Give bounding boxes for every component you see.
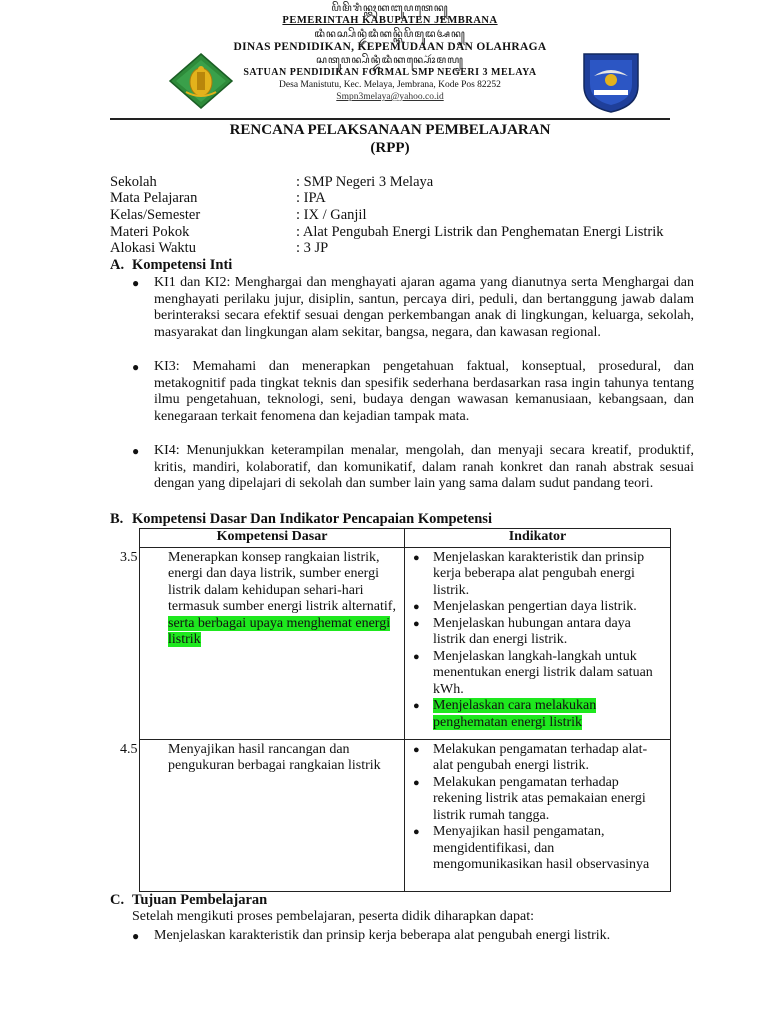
identity-label: Kelas/Semester	[110, 207, 201, 223]
section-a-heading	[110, 257, 232, 274]
indicator-text: Melakukan pengamatan terhadap rekening listrik atas pemakaian energi listrik rumah tangga.	[433, 774, 646, 823]
table-header-row	[140, 529, 671, 548]
indicator-cell	[405, 547, 671, 739]
kd-text-block	[120, 549, 400, 649]
letterhead-department: DINAS PENDIDIKAN, KEPEMUDAAN DAN OLAHRAGA	[233, 41, 547, 53]
ki-item	[132, 359, 694, 426]
indicator-text: Menjelaskan langkah-langkah untuk menentukan energi listrik dalam satuan kWh.	[433, 648, 653, 697]
identity-value: : Alat Pengubah Energi Listrik dan Penghematan Energi Listrik	[296, 224, 664, 240]
section-title: Kompetensi Dasar Dan Indikator Pencapaian Kompetensi	[132, 511, 492, 527]
section-title: Tujuan Pembelajaran	[132, 892, 268, 908]
indicator-item	[411, 616, 666, 649]
kd-text: Menerapkan konsep rangkaian listrik, energi dan daya listrik, sumber energi listrik dalam kehidupan sehari-hari termasuk sumber energi listrik alternatif,	[168, 549, 396, 614]
section-letter: A.	[110, 257, 125, 273]
indicator-item	[411, 599, 666, 616]
identity-label: Materi Pokok	[110, 224, 190, 240]
section-title: Kompetensi Inti	[132, 257, 233, 273]
kd-text: Menyajikan hasil rancangan dan pengukuran berbagai rangkaian listrik	[168, 741, 381, 773]
indicator-item	[411, 742, 666, 775]
kd-highlighted-text: serta berbagai upaya menghemat energi listrik	[168, 615, 391, 647]
kd-cell	[120, 739, 405, 891]
jembrana-regency-emblem-icon	[168, 52, 234, 110]
section-c-intro: Setelah mengikuti proses pembelajaran, peserta didik diharapkan dapat:	[132, 909, 534, 924]
identity-label: Alokasi Waktu	[110, 240, 196, 256]
bullet-icon: ●	[413, 826, 420, 838]
bullet-icon: ●	[413, 743, 420, 756]
identity-row	[110, 190, 326, 206]
section-letter: C.	[110, 892, 125, 908]
identity-value: : 3 JP	[296, 240, 329, 256]
section-letter: B.	[110, 511, 124, 527]
indicator-list	[411, 742, 666, 874]
indicator-text: Menjelaskan karakteristik dan prinsip kerja beberapa alat pengubah energi listrik.	[433, 549, 645, 598]
indicator-text: Menjelaskan pengertian daya listrik.	[433, 599, 637, 614]
kd-text-block	[120, 741, 400, 775]
identity-label: Sekolah	[110, 174, 157, 190]
column-header-indikator: Indikator	[405, 529, 671, 548]
indicator-text: Menyajikan hasil pengamatan, mengidentifikasi, dan mengomunikasikan hasil observasinya	[433, 824, 650, 872]
kd-number: 4.5	[120, 741, 138, 757]
bullet-icon: ●	[413, 700, 420, 712]
bullet-icon: ●	[132, 444, 140, 458]
ki-item	[132, 275, 694, 342]
table-row	[140, 739, 671, 891]
competency-table	[120, 528, 671, 892]
identity-row	[110, 174, 433, 190]
identity-row	[110, 207, 366, 223]
smpn3-melaya-school-emblem-icon	[580, 50, 642, 114]
indicator-item	[411, 775, 666, 825]
kd-cell	[120, 547, 405, 739]
objective-text: Menjelaskan karakteristik dan prinsip kerja beberapa alat pengubah energi listrik.	[154, 928, 611, 943]
indicator-text: Menjelaskan hubungan antara daya listrik dan energi listrik.	[433, 615, 631, 647]
bullet-icon: ●	[413, 776, 420, 789]
bullet-icon: ●	[413, 650, 420, 663]
letterhead-divider	[110, 118, 670, 120]
letterhead-email: Smpn3melaya@yahoo.co.id	[336, 92, 444, 102]
ki-text: KI4: Menunjukkan keterampilan menalar, mengolah, dan menyaji secara kreatif, produktif, kritis, mandiri, kolaboratif, dan komunikatif, dalam ranah konkret dan ranah abstrak sesuai dengan yang dipelajari di sekolah dan sumber lain yang sama dalam sudut pandang teori.	[154, 443, 694, 492]
letterhead-address: Desa Manistutu, Kec. Melaya, Jembrana, Kode Pos 82252	[279, 80, 501, 90]
indicator-item	[411, 824, 666, 874]
letterhead-government: PEMERINTAH KABUPATEN JEMBRANA	[282, 15, 498, 26]
ki-text: KI1 dan KI2: Menghargai dan menghayati ajaran agama yang dianutnya serta Menghargai dan menghayati perilaku jujur, disiplin, santun, percaya diri, peduli, dan bertanggung jawab dalam berinteraksi secara efektif sesuai dengan perkembangan anak di lingkungan, keluarga, sekolah, masyarakat dan lingkungan alam sekitar, bangsa, negara, dan kawasan regional.	[154, 275, 694, 341]
objective-item	[132, 928, 694, 945]
bullet-icon: ●	[413, 601, 420, 613]
identity-value: : IPA	[296, 190, 326, 206]
indicator-item	[411, 649, 666, 699]
indicator-list	[411, 550, 666, 732]
bullet-icon: ●	[132, 360, 140, 374]
section-b-heading	[110, 511, 492, 528]
table-row	[140, 547, 671, 739]
indicator-cell	[405, 739, 671, 891]
bullet-icon: ●	[132, 929, 140, 943]
identity-row	[110, 240, 328, 256]
identity-value: : SMP Negeri 3 Melaya	[296, 174, 434, 190]
identity-row	[110, 224, 664, 240]
identity-label: Mata Pelajaran	[110, 190, 198, 206]
column-header-kd: Kompetensi Dasar	[140, 529, 405, 548]
page-subtitle: (RPP)	[370, 140, 410, 156]
ki-item	[132, 443, 694, 493]
indicator-item	[411, 550, 666, 600]
letterhead-script-line: ꦢꦶꦤꦱ꧀ꦥꦼꦤ꧀ꦢꦶꦢꦶꦏꦤ꧀ꦏꦼꦥꦼꦩꦸꦢꦄꦤ꧀	[314, 29, 466, 40]
kd-number: 3.5	[120, 549, 138, 565]
bullet-icon: ●	[413, 551, 420, 564]
identity-value: : IX / Ganjil	[296, 207, 367, 223]
indicator-text: Melakukan pengamatan terhadap alat-alat pengubah energi listrik.	[433, 741, 648, 773]
ki-text: KI3: Memahami dan menerapkan pengetahuan faktual, konseptual, prosedural, dan metakognitif pada tingkat teknis dan spesifik sederhana berdasarkan rasa ingin tahunya tentang ilmu pengetahuan, teknologi, seni, budaya dengan wawasan kemanusiaan, kebangsaan, dan kenegaraan terkait fenomena dan kejadian tampak mata.	[154, 359, 694, 425]
section-c-heading	[110, 892, 267, 909]
bullet-icon: ●	[413, 617, 420, 630]
indicator-item	[411, 698, 666, 731]
indicator-highlighted-text: Menjelaskan cara melakukan penghematan energi listrik	[433, 698, 597, 730]
page-title: RENCANA PELAKSANAAN PEMBELAJARAN	[229, 122, 551, 138]
letterhead-school-unit: SATUAN PENDIDIKAN FORMAL SMP NEGERI 3 MELAYA	[243, 67, 537, 78]
letterhead-script-line: ꦱꦠꦸꦮꦤ꧀ꦥꦼꦤ꧀ꦢꦶꦢꦶꦏꦤ꧀ꦥ꦳ꦺꦴꦂꦩꦭ꧀	[316, 55, 464, 66]
letterhead-script-line: ꦥꦼꦩꦼꦫꦶꦤ꧀ꦠꦃꦏꦧꦸꦥꦠꦺꦤ꧀	[331, 3, 449, 14]
bullet-icon: ●	[132, 276, 140, 290]
